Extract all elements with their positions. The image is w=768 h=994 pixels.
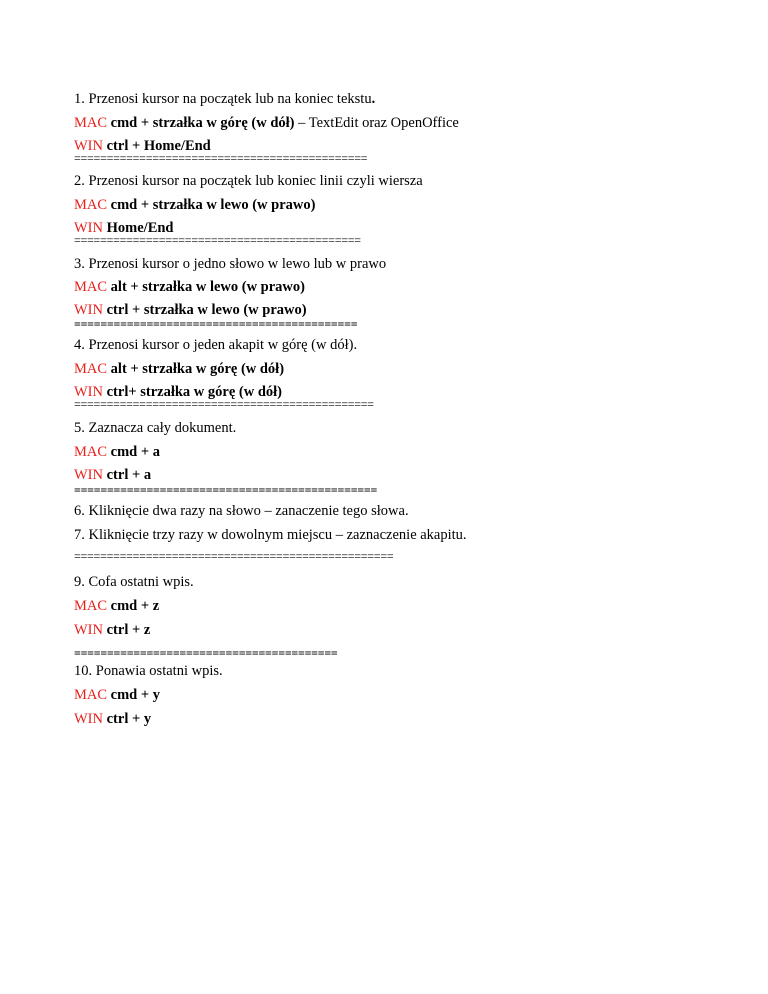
mac-shortcut: alt + strzałka w górę (w dół) (110, 361, 285, 377)
s4-mac-line (74, 360, 284, 378)
separator: =========================================== (74, 317, 358, 331)
separator: ================================================= (74, 549, 394, 563)
mac-shortcut: alt + strzałka w lewo (w prawo) (110, 279, 305, 295)
s3-title: 3. Przenosi kursor o jedno słowo w lewo lub w prawo (74, 256, 387, 272)
s4-title: 4. Przenosi kursor o jeden akapit w górę (w dół). (74, 337, 358, 353)
s6-line: 6. Kliknięcie dwa razy na słowo – zanaczenie tego słowa. (74, 503, 409, 519)
win-shortcut: Home/End (106, 220, 174, 236)
mac-label: MAC (74, 197, 108, 213)
s10-mac-line (74, 686, 160, 704)
s5-title: 5. Zaznacza cały dokument. (74, 420, 237, 436)
mac-label: MAC (74, 361, 108, 377)
mac-shortcut: cmd + strzałka w lewo (w prawo) (110, 197, 316, 213)
separator: ============================================ (74, 233, 361, 247)
win-shortcut: ctrl + Home/End (106, 138, 211, 154)
win-label: WIN (74, 622, 103, 638)
s2-mac-line (74, 196, 315, 214)
win-label: WIN (74, 384, 103, 400)
s9-win-line (74, 621, 150, 639)
separator: ======================================== (74, 646, 338, 660)
win-shortcut: ctrl+ strzałka w górę (w dół) (106, 384, 282, 400)
s1-title-end: . (371, 91, 376, 107)
mac-label: MAC (74, 444, 108, 460)
win-shortcut: ctrl + y (106, 711, 152, 727)
win-label: WIN (74, 220, 103, 236)
win-shortcut: ctrl + a (106, 467, 152, 483)
mac-note: – TextEdit oraz OpenOffice (294, 115, 459, 131)
separator: ============================================= (74, 151, 368, 165)
s1-title-line (74, 90, 375, 108)
win-label: WIN (74, 467, 103, 483)
s2-title: 2. Przenosi kursor na początek lub koniec linii czyli wiersza (74, 173, 423, 189)
mac-label: MAC (74, 687, 108, 703)
s1-title: 1. Przenosi kursor na początek lub na koniec tekstu (74, 91, 372, 107)
s3-mac-line (74, 278, 305, 296)
mac-label: MAC (74, 279, 108, 295)
s7-line: 7. Kliknięcie trzy razy w dowolnym miejscu – zaznaczenie akapitu. (74, 527, 467, 543)
separator: ============================================== (74, 483, 378, 497)
mac-shortcut: cmd + z (110, 598, 160, 614)
mac-label: MAC (74, 598, 108, 614)
win-label: WIN (74, 711, 103, 727)
win-label: WIN (74, 302, 103, 318)
s5-win-line (74, 466, 151, 484)
separator: ============================================== (74, 397, 374, 411)
s10-title: 10. Ponawia ostatni wpis. (74, 663, 223, 679)
s1-mac-line (74, 114, 459, 132)
mac-shortcut: cmd + y (110, 687, 161, 703)
win-shortcut: ctrl + z (106, 622, 151, 638)
mac-shortcut: cmd + strzałka w górę (w dół) (110, 115, 295, 131)
s10-win-line (74, 710, 151, 728)
win-label: WIN (74, 138, 103, 154)
s9-title: 9. Cofa ostatni wpis. (74, 574, 194, 590)
win-shortcut: ctrl + strzałka w lewo (w prawo) (106, 302, 307, 318)
s5-mac-line (74, 443, 160, 461)
s9-mac-line (74, 597, 159, 615)
mac-label: MAC (74, 115, 108, 131)
mac-shortcut: cmd + a (110, 444, 161, 460)
